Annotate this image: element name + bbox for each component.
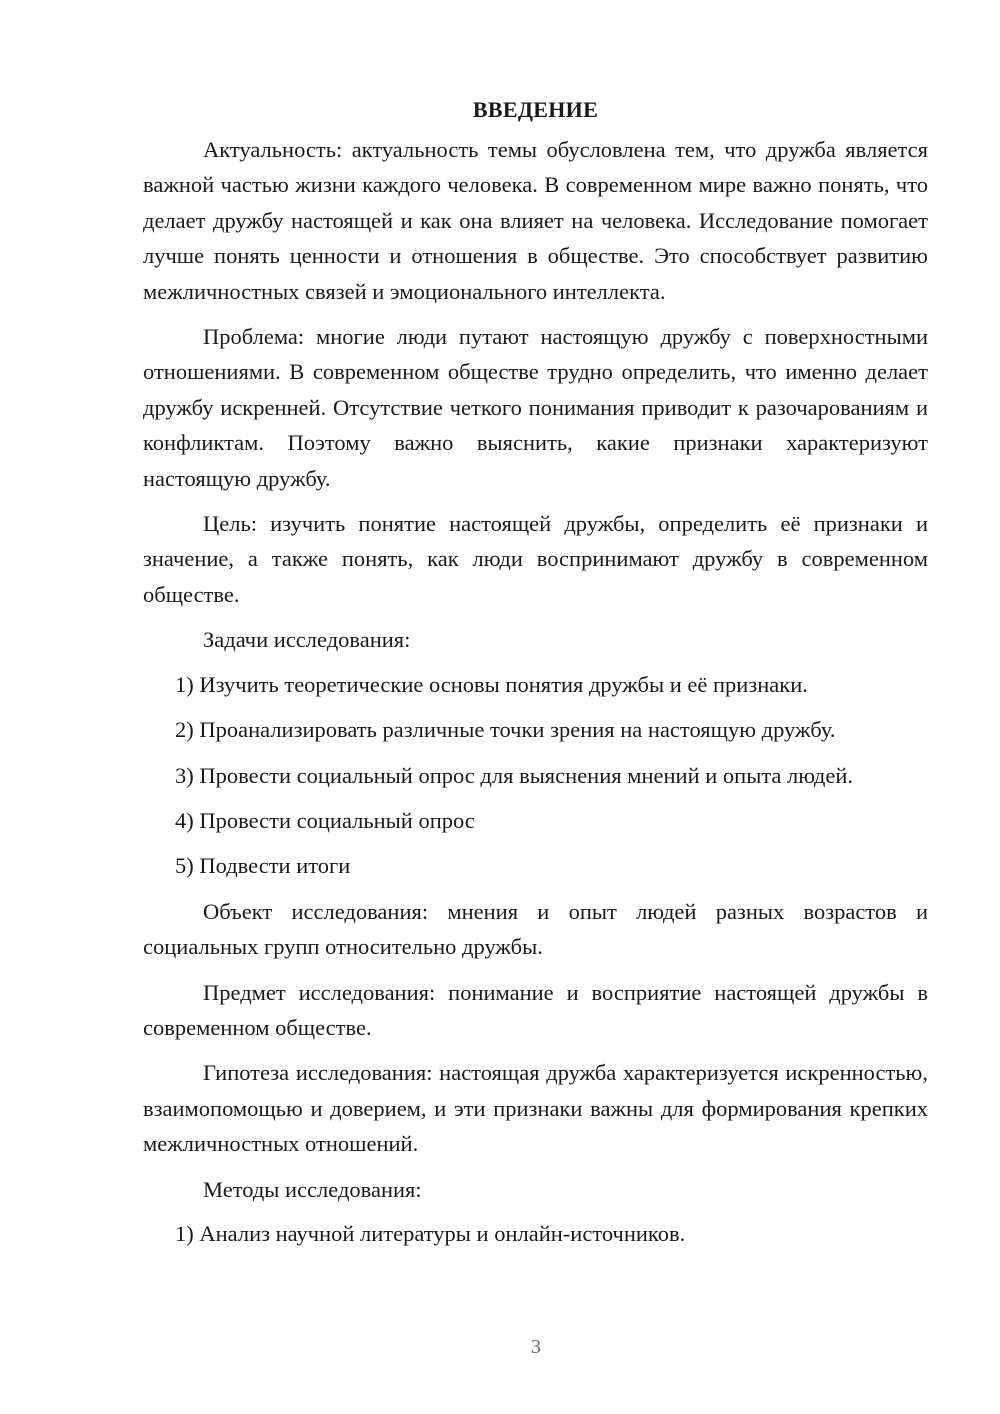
list-item: 4) Провести социальный опрос bbox=[175, 807, 475, 833]
list-item: 2) Проанализировать различные точки зрения на настоящую дружбу. bbox=[175, 717, 836, 743]
list-item: 5) Подвести итоги bbox=[175, 853, 351, 879]
methods-list bbox=[143, 1216, 928, 1251]
list-item: 1) Изучить теоретические основы понятия дружбы и её признаки. bbox=[175, 671, 808, 697]
list-item: 3) Провести социальный опрос для выяснения мнений и опыта людей. bbox=[175, 762, 854, 788]
object-paragraph: Объект исследования: мнения и опыт людей разных возрастов и социальных групп относительно дружбы. bbox=[143, 898, 928, 960]
subject-paragraph: Предмет исследования: понимание и восприятие настоящей дружбы в современном обществе. bbox=[143, 979, 928, 1040]
section-title: ВВЕДЕНИЕ bbox=[472, 97, 599, 122]
relevance-paragraph: Актуальность: актуальность темы обусловлена тем, что дружба является важной частью жизни каждого человека. В современном мире важно понять, что делает дружбу настоящей и как она влияет на человека. Исследование помогает лучше понять ценности и отношения в обществе. Это способствует развитию межличностных связей и эмоционального интеллекта. bbox=[143, 137, 928, 304]
document-page bbox=[143, 92, 928, 1261]
tasks-heading: Задачи исследования: bbox=[203, 627, 411, 653]
methods-heading: Методы исследования: bbox=[203, 1176, 422, 1202]
tasks-list bbox=[143, 667, 928, 884]
problem-paragraph: Проблема: многие люди путают настоящую дружбу с поверхностными отношениями. В современном обществе трудно определить, что именно делает дружбу искренней. Отсутствие четкого понимания приводит к разочарованиям и конфликтам. Поэтому важно выяснить, какие признаки характеризуют настоящую дружбу. bbox=[143, 324, 928, 491]
hypothesis-paragraph: Гипотеза исследования: настоящая дружба характеризуется искренностью, взаимопомощью и доверием, и эти признаки важны для формирования крепких межличностных отношений. bbox=[143, 1060, 928, 1157]
goal-paragraph: Цель: изучить понятие настоящей дружбы, определить её признаки и значение, а также понять, как люди воспринимают дружбу в современном обществе. bbox=[143, 511, 928, 607]
page-number: 3 bbox=[531, 1336, 541, 1358]
list-item: 1) Анализ научной литературы и онлайн-источников. bbox=[175, 1220, 686, 1246]
